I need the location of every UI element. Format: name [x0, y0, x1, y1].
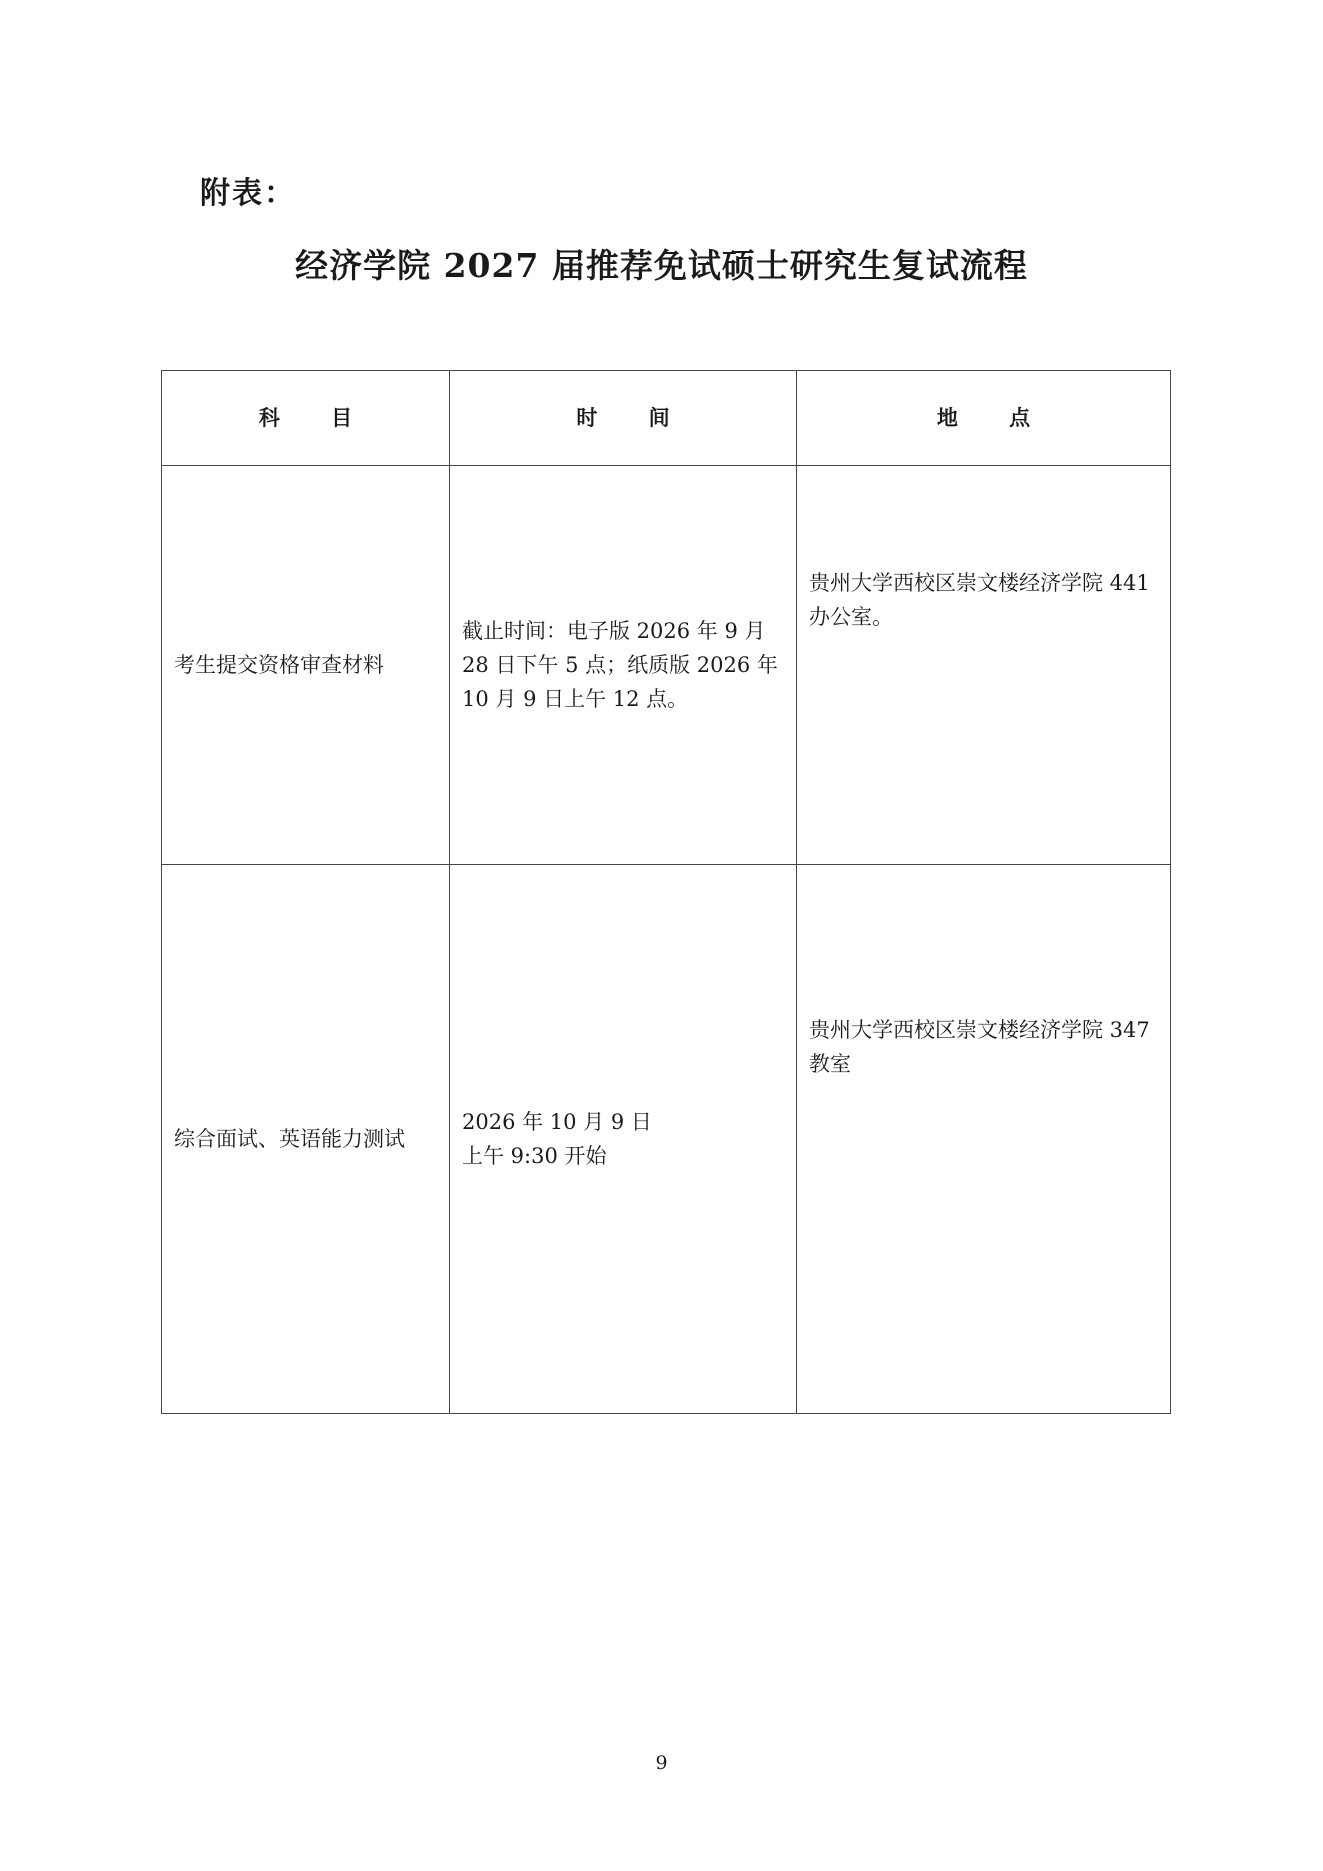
table-header-row	[162, 371, 1171, 466]
header-subject: 科 目	[162, 371, 450, 466]
table-row	[162, 466, 1171, 865]
time-cell	[450, 865, 797, 1414]
page-number: 9	[655, 1752, 668, 1774]
header-location: 地 点	[797, 371, 1171, 466]
time-text-line1: 2026 年 10 月 9 日	[462, 1110, 652, 1134]
attachment-label: 附表：	[200, 176, 296, 211]
document-title: 经济学院 2027 届推荐免试硕士研究生复试流程	[295, 246, 1028, 285]
subject-cell	[162, 466, 450, 865]
table-row	[162, 865, 1171, 1414]
schedule-table	[161, 370, 1171, 1414]
time-cell	[450, 466, 797, 865]
subject-cell	[162, 865, 450, 1414]
location-cell	[797, 865, 1171, 1414]
subject-text: 考生提交资格审查材料	[174, 653, 384, 677]
time-text-line2: 上午 9:30 开始	[462, 1144, 607, 1168]
subject-text: 综合面试、英语能力测试	[174, 1127, 405, 1151]
time-text: 截止时间：电子版 2026 年 9 月 28 日下午 5 点；纸质版 2026 年 10 月 9 日上午 12 点。	[462, 619, 778, 711]
location-text: 贵州大学西校区崇文楼经济学院 347 教室	[809, 1018, 1150, 1076]
location-text: 贵州大学西校区崇文楼经济学院 441 办公室。	[809, 571, 1150, 629]
location-cell	[797, 466, 1171, 865]
header-time: 时 间	[450, 371, 797, 466]
